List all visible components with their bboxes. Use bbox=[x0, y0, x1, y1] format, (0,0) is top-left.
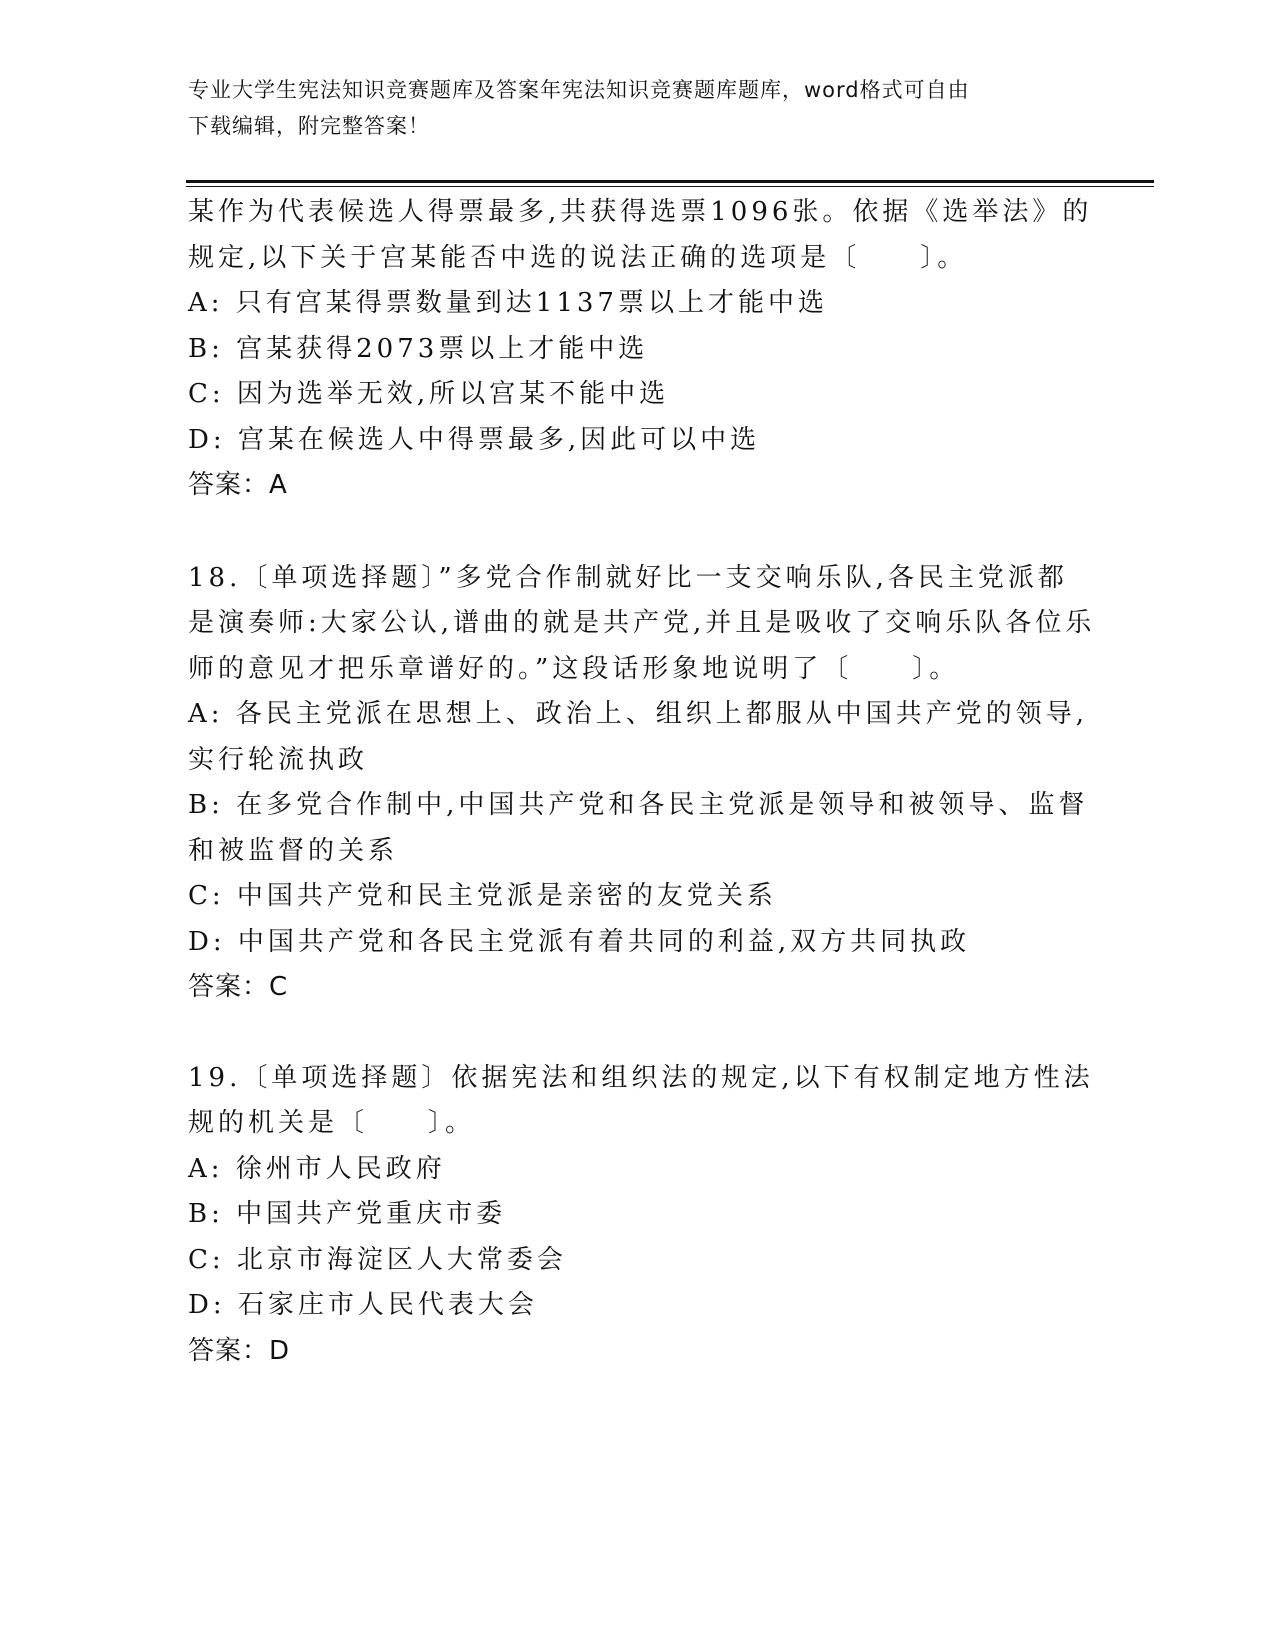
question-19 bbox=[188, 1056, 1094, 1375]
question-stem: 师的意见才把乐章谱好的。”这段话形象地说明了〔 〕。 bbox=[188, 653, 960, 684]
question-18 bbox=[188, 556, 1096, 1011]
answer-line: 答案：C bbox=[188, 972, 289, 1002]
question-stem: 某作为代表候选人得票最多,共获得选票1096张。依据《选举法》的 bbox=[188, 197, 1093, 227]
option-d: D: 石家庄市人民代表大会 bbox=[188, 1290, 538, 1320]
question-stem: 规定,以下关于宫某能否中选的说法正确的选项是〔 〕。 bbox=[188, 242, 968, 273]
header-line-2: 下载编辑，附完整答案！ bbox=[188, 114, 430, 138]
question-stem: 规的机关是〔 〕。 bbox=[188, 1108, 476, 1138]
option-d: D: 宫某在候选人中得票最多,因此可以中选 bbox=[188, 424, 761, 455]
header-divider-thick bbox=[186, 180, 1154, 183]
header-line-1: 专业大学生宪法知识竞赛题库及答案年宪法知识竞赛题库题库，word格式可自由 bbox=[188, 78, 970, 102]
header-divider-thin bbox=[186, 186, 1154, 187]
option-c: C: 中国共产党和民主党派是亲密的友党关系 bbox=[188, 881, 777, 911]
option-b: B: 在多党合作制中,中国共产党和各民主党派是领导和被领导、监督 bbox=[188, 790, 1089, 820]
question-stem: 18.〔单项选择题〕”多党合作制就好比一支交响乐队,各民主党派都 bbox=[188, 562, 1068, 593]
option-d: D: 中国共产党和各民主党派有着共同的利益,双方共同执政 bbox=[188, 926, 971, 957]
option-c: C: 因为选举无效,所以宫某不能中选 bbox=[188, 379, 670, 409]
document-header bbox=[188, 72, 1078, 144]
answer-line: 答案：D bbox=[188, 1335, 291, 1366]
option-a: A: 徐州市人民政府 bbox=[188, 1153, 446, 1184]
option-b: B: 宫某获得2073票以上才能中选 bbox=[188, 333, 649, 364]
option-b-continued: 和被监督的关系 bbox=[188, 835, 399, 866]
option-a-continued: 实行轮流执政 bbox=[188, 744, 369, 775]
option-a: A: 各民主党派在思想上、政治上、组织上都服从中国共产党的领导, bbox=[188, 699, 1089, 729]
option-a: A: 只有宫某得票数量到达1137票以上才能中选 bbox=[188, 288, 828, 318]
question-stem: 是演奏师:大家公认,谱曲的就是共产党,并且是吸收了交响乐队各位乐 bbox=[188, 608, 1096, 638]
answer-line: 答案：A bbox=[188, 470, 288, 500]
question-stem: 19.〔单项选择题〕依据宪法和组织法的规定,以下有权制定地方性法 bbox=[188, 1062, 1094, 1093]
option-b: B: 中国共产党重庆市委 bbox=[188, 1199, 507, 1229]
question-17 bbox=[188, 190, 1093, 509]
question-list bbox=[188, 190, 1096, 1374]
option-c: C: 北京市海淀区人大常委会 bbox=[188, 1244, 567, 1275]
